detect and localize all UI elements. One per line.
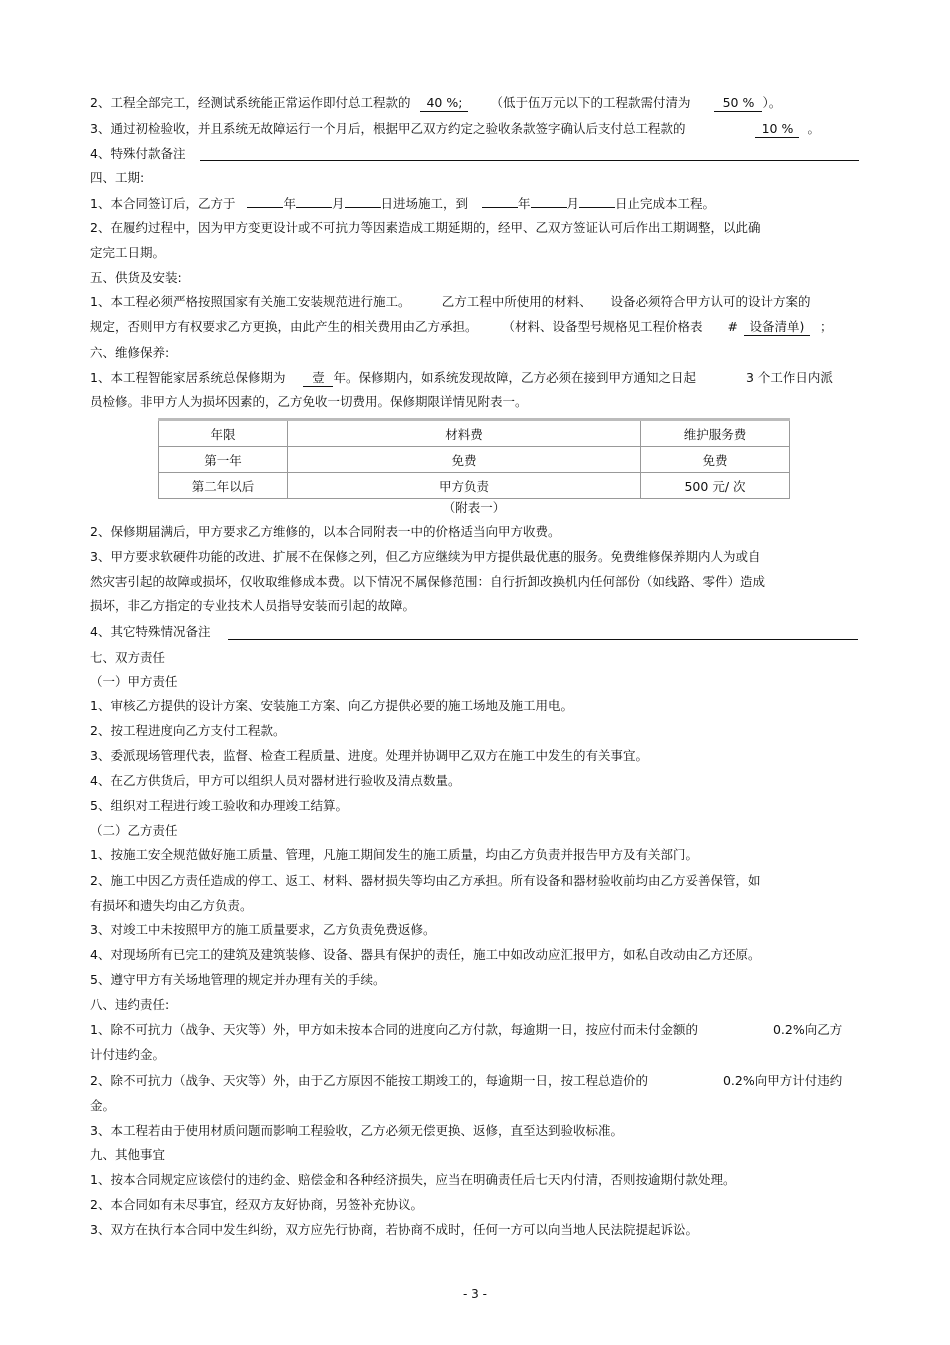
party-a-duty-4: 4、在乙方供货后，甲方可以组织人员对器材进行验收及清点数量。	[90, 773, 461, 788]
table-cell: 免费	[288, 447, 641, 473]
maintenance-clause-3-line2: 然灾害引起的故障或损坏，仅收取维修成本费。以下情况不属保修范围：自行折卸改换机内任何部份（如线路、零件）造成	[90, 574, 766, 589]
table-row	[159, 473, 790, 499]
warranty-table	[158, 418, 790, 499]
maintenance-clause-2: 2、保修期届满后，甲方要求乙方维修的，以本合同附表一中的价格适当向甲方收费。	[90, 524, 561, 539]
section-heading-maintenance: 六、维修保养:	[90, 345, 170, 360]
start-year-blank	[247, 207, 283, 208]
maintenance-clause-3-line3: 损坏，非乙方指定的专业技术人员指导安装而引起的故障。	[90, 598, 416, 613]
party-b-duty-3: 3、对竣工中未按照甲方的施工质量要求，乙方负责免费返修。	[90, 922, 436, 937]
page-number: - 3 -	[463, 1287, 487, 1301]
end-day-blank	[579, 207, 615, 208]
table-cell: 免费	[641, 447, 790, 473]
table-cell: 500 元/ 次	[641, 473, 790, 499]
period-clause-2-line2: 定完工日期。	[90, 245, 166, 260]
other-clause-3: 3、双方在执行本合同中发生纠纷，双方应先行协商，若协商不成时，任何一方可以向当地人民法院提起诉讼。	[90, 1222, 698, 1237]
payment-clause-3: 3、通过初检验收，并且系统无故障运行一个月后，根据甲乙双方约定之验收条款签字确认后支付总工程款的 10 % 。	[90, 121, 820, 136]
payment-percent-field: 40 %;	[420, 95, 468, 112]
party-b-duty-2-line2: 有损坏和遗失均由乙方负责。	[90, 898, 253, 913]
payment-clause-2: 2、工程全部完工，经测试系统能正常运作即付总工程款的 40 %; （低于伍万元以下的工程款需付清为 50 % ）。	[90, 95, 782, 110]
other-clause-2: 2、本合同如有未尽事宜，经双方友好协商，另签补充协议。	[90, 1197, 423, 1212]
breach-clause-1-line1: 1、除不可抗力（战争、天灾等）外，甲方如未按本合同的进度向乙方付款，每逾期一日，按应付而未付金额的 0.2%向乙方	[90, 1022, 843, 1037]
table-caption: （附表一）	[442, 500, 506, 515]
party-a-duty-5: 5、组织对工程进行竣工验收和办理竣工结算。	[90, 798, 348, 813]
section-heading-breach: 八、违约责任:	[90, 997, 170, 1012]
party-b-duty-2-line1: 2、施工中因乙方责任造成的停工、返工、材料、器材损失等均由乙方承担。所有设备和器材验收前均由乙方妥善保管，如	[90, 873, 761, 888]
section-heading-duties: 七、双方责任	[90, 650, 166, 665]
section-heading-supply: 五、供货及安装:	[90, 270, 182, 285]
party-a-heading: （一）甲方责任	[90, 674, 178, 689]
party-b-heading: （二）乙方责任	[90, 823, 178, 838]
table-header-cell: 年限	[159, 420, 288, 447]
maintenance-clause-1: 1、本工程智能家居系统总保修期为 壹 年。保修期内，如系统发现故障，乙方必须在接到甲方通知之日起 3 个工作日内派	[90, 370, 833, 385]
breach-clause-2-line2: 金。	[90, 1098, 116, 1113]
maintenance-remark-label: 4、其它特殊情况备注	[90, 624, 211, 639]
party-a-duty-3: 3、委派现场管理代表，监督、检查工程质量、进度。处理并协调甲乙双方在施工中发生的有关事宜。	[90, 748, 648, 763]
start-month-blank	[296, 207, 332, 208]
party-a-duty-1: 1、审核乙方提供的设计方案、安装施工方案、向乙方提供必要的施工场地及施工用电。	[90, 698, 573, 713]
end-year-blank	[482, 207, 518, 208]
warranty-years-field: 壹	[303, 370, 333, 387]
payment-percent-field-3: 10 %	[755, 121, 799, 138]
maintenance-remark-line	[228, 639, 858, 640]
breach-clause-3: 3、本工程若由于使用材质问题而影响工程验收，乙方必须无偿更换、返修，直至达到验收标准。	[90, 1123, 623, 1138]
table-row	[159, 447, 790, 473]
maintenance-clause-3-line1: 3、甲方要求软硬件功能的改进、扩展不在保修之列，但乙方应继续为甲方提供最优惠的服务。免费维修保养期内人为或自	[90, 549, 761, 564]
table-header-row	[159, 420, 790, 447]
other-clause-1: 1、按本合同规定应该偿付的违约金、赔偿金和各种经济损失，应当在明确责任后七天内付清，否则按逾期付款处理。	[90, 1172, 736, 1187]
party-b-duty-1: 1、按施工安全规范做好施工质量、管理，凡施工期间发生的施工质量，均由乙方负责并报告甲方及有关部门。	[90, 847, 698, 862]
end-month-blank	[531, 207, 567, 208]
section-heading-other: 九、其他事宜	[90, 1147, 166, 1162]
supply-clause-line2: 规定，否则甲方有权要求乙方更换，由此产生的相关费用由乙方承担。 （材料、设备型号规格见工程价格表 # 设备清单) ；	[90, 319, 833, 334]
period-clause-1: 1、本合同签订后，乙方于 年 月 日进场施工，到 年 月 日止完成本工程。	[90, 196, 716, 211]
party-a-duty-2: 2、按工程进度向乙方支付工程款。	[90, 723, 286, 738]
maintenance-clause-1-line2: 员检修。非甲方人为损坏因素的，乙方免收一切费用。保修期限详情见附表一。	[90, 394, 528, 409]
table-header-cell: 材料费	[288, 420, 641, 447]
table-cell: 第一年	[159, 447, 288, 473]
period-clause-2-line1: 2、在履约过程中，因为甲方变更设计或不可抗力等因素造成工期延期的，经甲、乙双方签证认可后作出工期调整，以此确	[90, 220, 761, 235]
payment-remark-label: 4、特殊付款备注	[90, 146, 186, 161]
payment-percent-field-2: 50 %	[714, 95, 762, 112]
breach-clause-1-line2: 计付违约金。	[90, 1047, 166, 1062]
breach-clause-2-line1: 2、除不可抗力（战争、天灾等）外，由于乙方原因不能按工期竣工的，每逾期一日，按工程总造价的 0.2%向甲方计付违约	[90, 1073, 843, 1088]
equipment-list-field: 设备清单)	[744, 319, 810, 336]
section-heading-period: 四、工期:	[90, 170, 145, 185]
party-b-duty-4: 4、对现场所有已完工的建筑及建筑装修、设备、器具有保护的责任，施工中如改动应汇报甲方，如私自改动由乙方还原。	[90, 947, 761, 962]
table-cell: 甲方负责	[288, 473, 641, 499]
table-header-cell: 维护服务费	[641, 420, 790, 447]
supply-clause-line1: 1、本工程必须严格按照国家有关施工安装规范进行施工。 乙方工程中所使用的材料、 设备必须符合甲方认可的设计方案的	[90, 294, 811, 309]
party-b-duty-5: 5、遵守甲方有关场地管理的规定并办理有关的手续。	[90, 972, 386, 987]
payment-remark-line	[200, 160, 859, 161]
start-day-blank	[345, 207, 381, 208]
table-cell: 第二年以后	[159, 473, 288, 499]
